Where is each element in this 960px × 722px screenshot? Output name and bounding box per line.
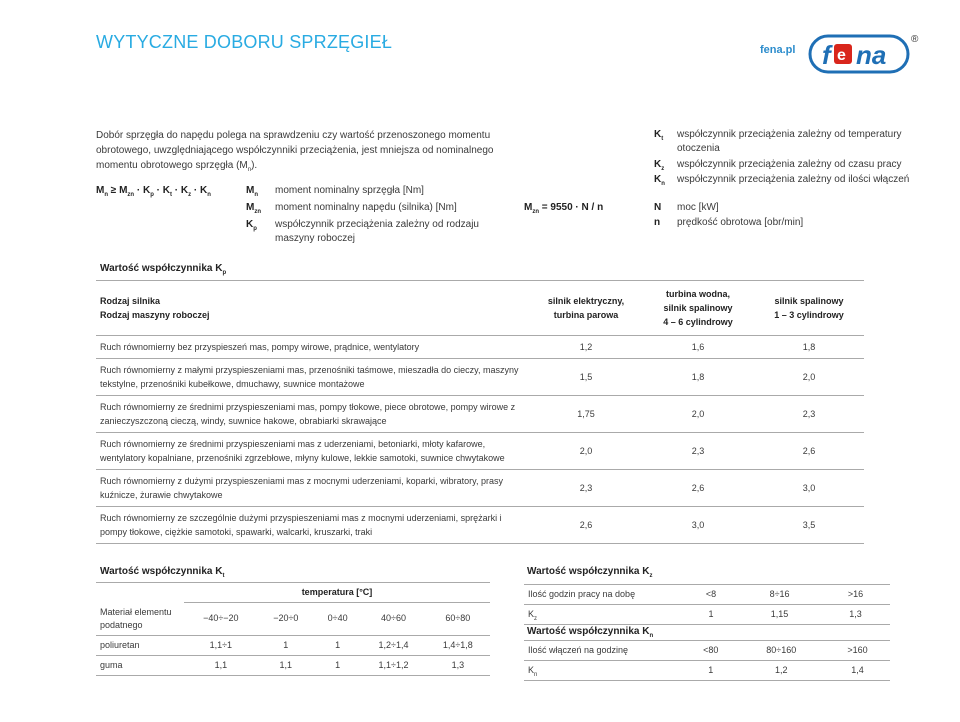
table-row: Ruch równomierny bez przyspieszeń mas, pompy wirowe, prądnice, wentylatory 1,2 1,6 1,8 [96, 336, 864, 359]
table-row: Ruch równomierny ze szczególnie dużymi przyspieszeniami mas z mocnymi uderzeniami, sprężarki i pompy tłokowe, ciężkie samotoki, spawarki, walcarki, kruszarki, traki 2,6 3,0 3,5 [96, 507, 864, 544]
kt-material-label: Materiał elementu podatnego [96, 603, 184, 636]
kn-header-row: Ilość włączeń na godzinę <80 80÷160 >160 [524, 641, 890, 661]
svg-text:f: f [822, 40, 831, 70]
table-row: Ruch równomierny ze średnimi przyspieszeniami mas z uderzeniami, betoniarki, młoty kafarowe, wentylatory kopalniane, przenośniki zgrzebłowe, młyny kulowe, lekkie samotoki, suwnice chwytakowe 2,0 2,3 2,6 [96, 433, 864, 470]
kt-table [96, 582, 490, 676]
kp-table-header [96, 281, 864, 336]
legend-kz-text: współczynnik przeciążenia zależny od czasu pracy [677, 159, 902, 170]
svg-text:e: e [837, 47, 846, 64]
legend-kn-text: współczynnik przeciążenia zależny od ilości włączeń [677, 174, 910, 185]
selection-formula: $M_n \ge M_{zn} \cdot K_p \cdot K_t \cdot K_z \cdot K_n$ [96, 185, 211, 198]
kp-col-2: turbina wodna, silnik spalinowy 4 – 6 cylindrowy [642, 281, 754, 336]
kz-table-title: Wartość współczynnika $K_z$ [527, 566, 653, 579]
table-row: Ruch równomierny ze średnimi przyspieszeniami mas, pompy tłokowe, piece obrotowe, pompy wirowe z zanieczyszczoną cieczą, windy, suwnice hakowe, obrabiarki skrawające 1,75 2,0 2,3 [96, 396, 864, 433]
registered-mark: ® [911, 34, 919, 45]
legend-kt-text: współczynnik przeciążenia zależny od temperatury otoczenia [677, 129, 902, 154]
svg-text:na: na [856, 40, 887, 70]
kp-table-title: Wartość współczynnika $K_p$ [100, 263, 227, 276]
legend-n-speed-text: prędkość obrotowa [obr/min] [677, 217, 804, 228]
legend-kp-text: współczynnik przeciążenia zależny od rodzaju maszyny roboczej [275, 219, 479, 244]
kt-temp-header: temperatura [°C] [184, 583, 490, 603]
legend-kp: $K_p$ [246, 219, 257, 232]
kp-header-left: Rodzaj silnika Rodzaj maszyny roboczej [96, 281, 530, 336]
kt-range-row: Materiał elementu podatnego −40÷−20 −20÷0 0÷40 40÷60 60÷80 [96, 603, 490, 636]
table-row: Ruch równomierny z dużymi przyspieszeniami mas z mocnymi uderzeniami, koparki, wibratory, prasy kuźnicze, żurawie chwytakowe 2,3 2,6 3,0 [96, 470, 864, 507]
mzn-formula: $M_{zn} = 9550 \cdot N / n$ [524, 202, 604, 215]
site-link[interactable]: fena.pl [760, 44, 796, 56]
kp-table [96, 280, 864, 544]
legend-kt: $K_t$ [654, 129, 664, 142]
table-row: $K_z$ 1 1,15 1,3 [524, 605, 890, 625]
legend-kn: $K_n$ [654, 174, 665, 187]
kp-col-1: silnik elektryczny, turbina parowa [530, 281, 642, 336]
legend-n-power-text: moc [kW] [677, 202, 719, 213]
intro-text: Dobór sprzęgła do napędu polega na sprawdzeniu czy wartość przenoszonego momentu obrotowego, uwzględniającego współczynniki przeciążenia, jest mniejsza od nominalnego momentu obrotowego sprzęgła $(M_n)$. [96, 130, 494, 173]
table-row: Ruch równomierny z małymi przyspieszeniami mas, przenośniki taśmowe, mieszadła do cieczy, maszyny tekstylne, przenośniki kubełkowe, dmuchawy, suwnice montażowe 1,5 1,8 2,0 [96, 359, 864, 396]
table-row: guma 1,1 1,1 1 1,1÷1,2 1,3 [96, 655, 490, 675]
legend-mzn-text: moment nominalny napędu (silnika) [Nm] [275, 202, 457, 213]
kn-table-title: Wartość współczynnika $K_n$ [527, 626, 654, 639]
table-row: poliuretan 1,1÷1 1 1 1,2÷1,4 1,4÷1,8 [96, 635, 490, 655]
kt-temp-row [96, 583, 490, 603]
kn-table [524, 640, 890, 681]
kz-table [524, 584, 890, 625]
fena-logo [808, 30, 922, 76]
kt-table-title: Wartość współczynnika $K_t$ [100, 566, 225, 579]
legend-n-power: N [654, 202, 662, 213]
legend-mzn: $M_{zn}$ [246, 202, 262, 215]
table-row: $K_n$ 1 1,2 1,4 [524, 661, 890, 681]
legend-kz: $K_z$ [654, 159, 665, 172]
legend-mn: $M_n$ [246, 185, 259, 198]
kp-col-3: silnik spalinowy 1 – 3 cylindrowy [754, 281, 864, 336]
kz-header-row: Ilość godzin pracy na dobę <8 8÷16 >16 [524, 585, 890, 605]
legend-mn-text: moment nominalny sprzęgła [Nm] [275, 185, 424, 196]
page-title: WYTYCZNE DOBORU SPRZĘGIEŁ [96, 32, 393, 52]
legend-n-speed: n [654, 217, 661, 228]
